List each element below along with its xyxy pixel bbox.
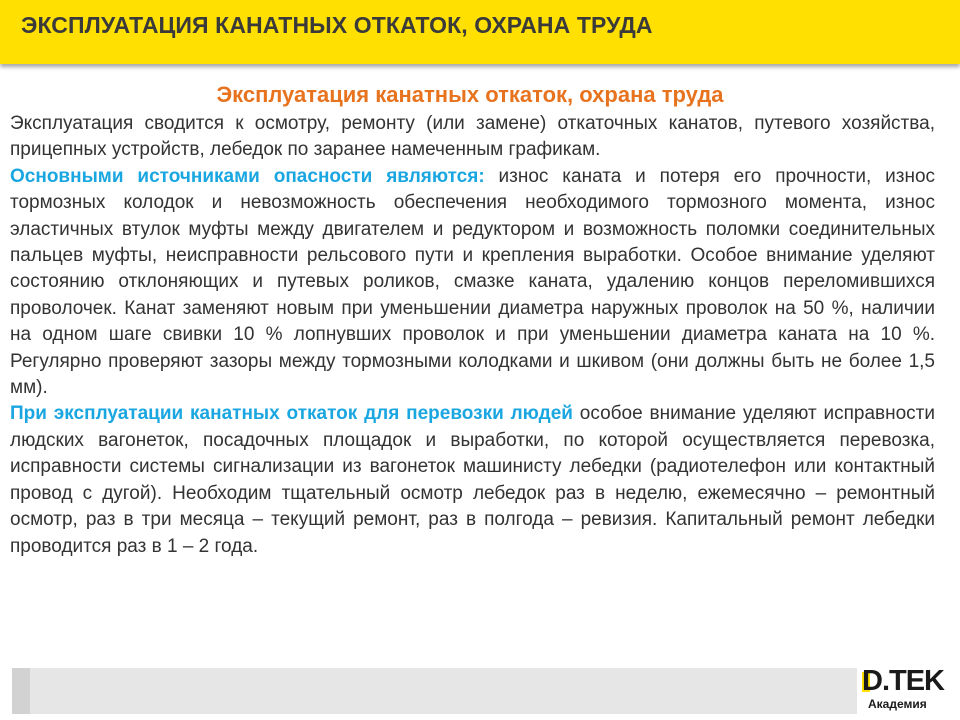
page-title: ЭКСПЛУАТАЦИЯ КАНАТНЫХ ОТКАТОК, ОХРАНА ТРУДА xyxy=(21,12,653,38)
paragraph-people-transport xyxy=(10,401,935,559)
people-transport-heading: При эксплуатации канатных откаток для перевозки людей xyxy=(10,403,573,425)
hazards-heading: Основными источниками опасности являются: xyxy=(10,165,485,187)
slide-subtitle: Эксплуатация канатных откаток, охрана труда xyxy=(216,82,724,107)
hazards-text: износ каната и потеря его прочности, износ тормозных колодок и невозможность обеспечения необходимого тормозного момента, износ эластичных втулок муфты между двигателем и редуктором и возможность поломки соединительных пальцев муфты, неисправности рельсового пути и крепления выработки. Особое внимание уделяют состоянию отклоняющих и путевых роликов, смазке каната, удалению концов переломившихся проволочек. Канат заменяют новым при уменьшении диаметра наружных проволок на 50 %, наличии на одном шаге свивки 10 % лопнувших проволок и при уменьшении диаметра каната на 10 %. Регулярно проверяют зазоры между тормозными колодками и шкивом (они должны быть не более 1,5 мм). xyxy=(10,165,936,399)
body-text xyxy=(10,111,935,560)
paragraph-intro xyxy=(10,111,935,164)
paragraph-hazards xyxy=(10,164,935,402)
dtek-logo xyxy=(862,666,954,718)
footer-bar xyxy=(12,668,857,714)
logo-subtitle: Академия xyxy=(868,697,927,711)
header-bar xyxy=(0,0,960,64)
paragraph-intro-text: Эксплуатация сводится к осмотру, ремонту (или замене) откаточных канатов, путевого хозяйства, прицепных устройств, лебедок по заранее намеченным графикам. xyxy=(10,113,935,161)
people-transport-text: особое внимание уделяют исправности людских вагонеток, посадочных площадок и выработки, по которой осуществляется перевозка, исправности системы сигнализации из вагонеток машинисту лебедки (радиотелефон или контактный провод с дугой). Необходим тщательный осмотр лебедок раз в неделю, ежемесячно – ремонтный осмотр, раз в три месяца – текущий ремонт, раз в полгода – ревизия. Капитальный ремонт лебедки проводится раз в 1 – 2 года. xyxy=(10,403,935,557)
logo-name: D.TEK xyxy=(862,665,944,697)
footer-bar-accent xyxy=(12,668,30,714)
